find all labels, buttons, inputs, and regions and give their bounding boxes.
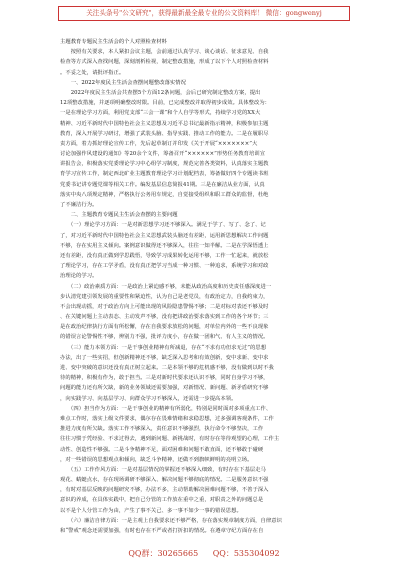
paragraph-line: 了不廉洁行为。 (60, 202, 98, 208)
paragraph-line: 。不妥之处，请批评指正。 (60, 69, 125, 76)
paragraph-line: （二）政治素质方面：一是政治上紧迫感不够，未能从政治高度和历史责任感深度进一 (60, 283, 272, 290)
paragraph-line: （四）担当作为方面：一是干事创业的精神有所弱化，特别是同时面对多项重点工作、 (60, 405, 272, 412)
paragraph-line: 观花、蜻蜓点水，存在现场调研不够深入、解决问题不够彻底的情况。二是服务意识不强 (60, 477, 269, 484)
paragraph-line: 治理论的学习。 (60, 273, 98, 280)
paragraph-line: 难点工作时，落实上级文件要求，偶尔存在畏难情绪和求稳思想，过多强调客观条件，工作 (60, 415, 274, 422)
paragraph-line: 党委书记讲专题党课等相关工作。编发基层信息简报41期。三是在廉洁从业方面，认真 (60, 181, 265, 188)
paragraph-line: （六）廉洁自律方面：一是主观上自我要求还不够严格，存在落实规章制度方面，自律意识 (60, 517, 282, 524)
paragraph-line: 讲报告会，积极落实党委理论学习中心组学习制度，规范完善各类资料，认真落实主题教 (60, 161, 269, 168)
paragraph-line: （一）理论学习方面：一是对新思想学习还不够深入。满足于学了、写了、念了、记 (60, 222, 266, 229)
paragraph-line: 检查等方式深入查找问题，深刻剖析检视，制定整改措施，形成了以下个人对照检查材料 (60, 59, 269, 66)
paragraph-line: 责方面，着力抓好理论宣传工作，先后起草制订并印发《关于开展“×××××××”大 (60, 140, 258, 147)
paragraph-line: 按照有关要求，本人紧扣会议主题，会前通过认真学习、谈心谈话、征求意见、自我 (60, 49, 269, 56)
document-body (60, 37, 349, 536)
promo-banner: 关注头条号"公文研究"，获得最新最全最专业的公文资料库！ 微信：gongwenyj (58, 6, 350, 21)
paragraph-line: ，对一些错误的思想观点和倾向，缺乏斗争精神，还做不到旗帜鲜明的亮明立场。 (60, 456, 253, 463)
paragraph-line: 的错误言论警惕性不够，辨别力不强，批评力度小，存在做一团和气、有人主义的情况。 (60, 334, 269, 341)
paragraph-line: 教育，深入开展学习研讨，增强了武装头脑、指导实践、推动工作的能力。二是在履职尽 (60, 130, 269, 137)
paragraph-line: 还有差距，没有真正做到学思践悟，导致学习成果转化运用不够，工作一忙起来，就放松 (60, 252, 269, 259)
paragraph-line: 意识的养成，在具体实践中，把自己分管的工作放在重中之重，对职责之外的问题总是 (60, 497, 264, 504)
paragraph-line: 、在关键问题上主动表态、主动发声不够，没有把讲政治要求落实到工作的各个环节；三 (60, 314, 269, 321)
qq-contact-text: QQ：535304092 (212, 549, 280, 558)
paragraph-line: 讨论加强作风建设的通知》等20余个文件，筹备召开“××××××”形势任务教育培训宣 (60, 151, 266, 158)
paragraph-line: 一是在理论学习方面，利用党支部“三会一课”和个人自学等形式，持续学习党的XX大 (60, 110, 261, 117)
paragraph-line: 了理论学习，存在工学矛盾，没有真正把学习当成一种习惯、一种追求，系统学习和对政 (60, 263, 269, 270)
paragraph-line: ，有时对基层反映的问题研究不够，办法不多，主动帮助解决困难问题不够，不善于深入 (60, 487, 269, 494)
paragraph-line: 是在政治纪律执行方面有所松懈，存在自我要求放松的问题，对单位内外的一些不良现象 (60, 324, 269, 331)
paragraph-line: 待的精神，积极有作为，敢于担当。三是对新时代要求还认识不够，同时自身学习不够， (60, 375, 269, 382)
paragraph-line: 推进力度有所欠缺。落实工作不够深入，责任意识不够强烈，执行命令不够坚决，工作 (60, 426, 264, 433)
paragraph-line: 2022年度民主生活会共查摆5个方面12条问题，会后已研究制定整改方案，提出 (60, 89, 261, 96)
paragraph-line: 问题的能力还有所欠缺，新的业务领域还需要加强，对新情况、新问题、新矛盾研究不够 (60, 385, 269, 392)
paragraph-line: 12项整改措施，并逐项明确整改时限。目前，已完成整改并取得初步成效。具体整改为： (60, 100, 271, 107)
paragraph-line: 精神、习近平新时代中国特色社会主义思想及习近平总书记最新指示精神，积极参加主题 (60, 120, 269, 127)
paragraph-line: 办法，出了一些实招，但创新精神还不够，缺乏深入思考和有效创新，变中求新、变中求 (60, 354, 269, 361)
paragraph-line: 不够，存在实用主义倾向。案例意识做得还不够深入，往往一知半解。二是在学深悟透上 (60, 242, 269, 249)
paragraph-line: 育学习宣传工作，制定西北矿业主题教育理论学习计划配档表，筹备做好四个专题读书班 (60, 171, 269, 178)
document-title: 主题教育专题民主生活会的个人对照检查材料 (60, 39, 167, 45)
paragraph-line: 往往习惯于凭经验、不求过得去，遇到新问题、新挑战时，有时存在等待观望的心理，工作主 (60, 436, 280, 443)
paragraph-line: 进、变中突破的意识还没有真正树立起来。二是本领不够的危机感不够，没有做到以时不我 (60, 365, 274, 371)
qq-group-text: QQ群：30265665 (128, 549, 199, 558)
paragraph-line: （五）工作作风方面：一是对基层情况的掌握还不够深入细致，有时存在下基层走马 (60, 466, 266, 473)
paragraph-line: （三）能力本领方面：一是干事创业精神有所减退，存在“不求有功但求无过”的思想 (60, 344, 267, 351)
section-heading: 二、主题教育专题民主生活会查摆的主要问题 (60, 212, 178, 219)
paragraph-line: 动性、创造性不够强。二是斗争精神不足，面对困难和问题不敢直面，还不够敢于碰硬 (60, 446, 264, 453)
section-heading: 一、2022年度民主生活会查摆问题整改落实情况 (60, 79, 186, 86)
paragraph-line: 和“警戒”观念还需要加强，有时也存在不严或者打折扣的情况。在遵章守纪方面存在自 (60, 528, 264, 534)
paragraph-line: 步认清党建引领发展的重要性和紧迫性，认为自己是老党员，有政治定力，自我约束力， (60, 293, 269, 300)
paragraph-line: 以不是个人分管工作为由，产生了事不关己、多一事不如少一事的错误思想。 (60, 507, 242, 514)
paragraph-line: 落实中央八项规定精神，严格执行公务用车规定，自觉接受组织和职工群众的监督，杜绝 (60, 191, 269, 198)
paragraph-line: 了，对习近平新时代中国特色社会主义思想武装头脑还有差距，运用新思想解决工作问题 (60, 232, 269, 239)
footer (0, 548, 408, 559)
paragraph-line: 不会出现动摇，对于政治方向上可能出现的风险隐患警惕不够；二是对标对表还不够及时 (60, 303, 269, 310)
paragraph-line: ，向实践学习、向基层学习、向群众学习不够深入，还需进一步提高本领。 (60, 395, 237, 402)
